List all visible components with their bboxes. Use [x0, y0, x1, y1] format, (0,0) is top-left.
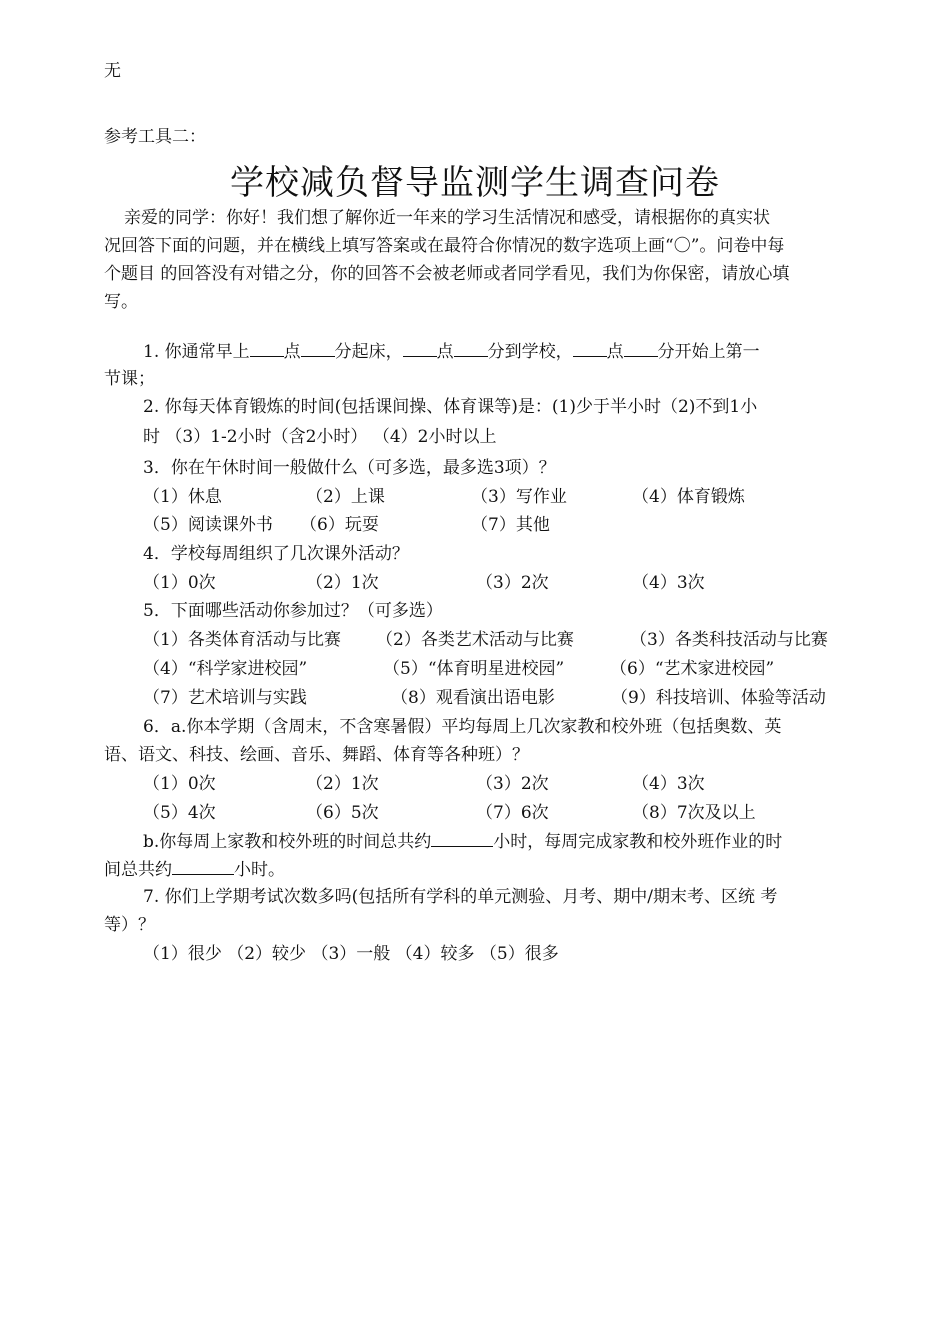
q1-hour-blank-2[interactable] [403, 338, 437, 357]
intro-line-4: 写。 [104, 292, 138, 312]
q3-option-4[interactable]: （4）体育锻炼 [632, 487, 745, 507]
question-6a-line-2: 语、语文、科技、绘画、音乐、舞蹈、体育等各种班）？ [104, 745, 529, 765]
q7-options[interactable]: （1）很少 （2）较少 （3）一般 （4）较多 （5）很多 [143, 944, 559, 964]
question-7-line-1: 7. 你们上学期考试次数多吗(包括所有学科的单元测验、月考、期中/期末考、区统 考 [143, 887, 778, 907]
question-1 [143, 338, 760, 365]
q5-option-4[interactable]: （4）“科学家进校园” [143, 659, 308, 679]
intro-line-2: 况回答下面的问题，并在横线上填写答案或在最符合你情况的数字选项上画“〇”。问卷中每 [104, 236, 785, 256]
page-title: 学校减负督导监测学生调查问卷 [230, 163, 720, 203]
q3-option-7[interactable]: （7）其他 [471, 515, 550, 535]
question-6b-line-1 [143, 828, 782, 855]
q6-option-7[interactable]: （7）6次 [476, 803, 549, 823]
q1-text-d: 点 [436, 342, 454, 362]
q6-option-4[interactable]: （4）3次 [632, 774, 705, 794]
q6-option-1[interactable]: （1）0次 [143, 774, 216, 794]
q1-minute-blank-2[interactable] [454, 338, 488, 357]
q6b-text-mid: 小时，每周完成家教和校外班作业的时 [493, 832, 783, 852]
q3-option-3[interactable]: （3）写作业 [471, 487, 567, 507]
q5-option-2[interactable]: （2）各类艺术活动与比赛 [376, 630, 574, 650]
q3-option-6[interactable]: （6）玩耍 [300, 515, 379, 535]
q6-option-6[interactable]: （6）5次 [306, 803, 379, 823]
q6b-homework-hours-blank[interactable] [172, 856, 234, 875]
q5-option-1[interactable]: （1）各类体育活动与比赛 [143, 630, 341, 650]
q3-option-2[interactable]: （2）上课 [306, 487, 385, 507]
question-2-line-2: 时 （3）1-2小时（含2小时） （4）2小时以上 [143, 427, 497, 447]
q5-option-5[interactable]: （5）“体育明星进校园” [383, 659, 565, 679]
corner-note: 无 [104, 61, 121, 81]
question-5-stem: 5．下面哪些活动你参加过？（可多选） [143, 601, 443, 621]
q1-text-a: 1. 你通常早上 [143, 342, 250, 362]
question-2-line-1: 2. 你每天体育锻炼的时间(包括课间操、体育课等)是：(1)少于半小时（2)不到1小 [143, 397, 758, 417]
q5-option-9[interactable]: （9）科技培训、体验等活动 [611, 688, 826, 708]
q4-option-3[interactable]: （3）2次 [476, 573, 549, 593]
q1-text-e: 分到学校， [487, 342, 573, 362]
question-4-stem: 4．学校每周组织了几次课外活动？ [143, 544, 409, 564]
q5-option-8[interactable]: （8）观看演出语电影 [391, 688, 555, 708]
reference-label: 参考工具二： [104, 127, 206, 147]
q6b-hours-blank[interactable] [431, 828, 493, 847]
question-6a-line-1: 6．a.你本学期（含周末，不含寒暑假）平均每周上几次家教和校外班（包括奥数、英 [143, 717, 782, 737]
q6-option-8[interactable]: （8）7次及以上 [632, 803, 756, 823]
q1-text-g: 分开始上第一 [657, 342, 760, 362]
q6-option-2[interactable]: （2）1次 [306, 774, 379, 794]
q6b-text-pre: b.你每周上家教和校外班的时间总共约 [143, 832, 432, 852]
q1-minute-blank-1[interactable] [301, 338, 335, 357]
q4-option-1[interactable]: （1）0次 [143, 573, 216, 593]
q1-minute-blank-3[interactable] [624, 338, 658, 357]
q1-hour-blank-3[interactable] [573, 338, 607, 357]
q5-option-6[interactable]: （6）“艺术家进校园” [610, 659, 775, 679]
q6b2-text-post: 小时。 [234, 860, 285, 880]
q5-option-3[interactable]: （3）各类科技活动与比赛 [630, 630, 828, 650]
question-1-cont: 节课； [104, 369, 155, 389]
q3-option-1[interactable]: （1）休息 [143, 487, 222, 507]
intro-line-1: 亲爱的同学：你好！我们想了解你近一年来的学习生活情况和感受，请根据你的真实状 [124, 208, 770, 228]
q6b2-text-pre: 间总共约 [104, 860, 172, 880]
q1-text-b: 点 [283, 342, 301, 362]
question-7-line-2: 等）？ [104, 915, 155, 935]
q6-option-3[interactable]: （3）2次 [476, 774, 549, 794]
q5-option-7[interactable]: （7）艺术培训与实践 [143, 688, 307, 708]
q6-option-5[interactable]: （5）4次 [143, 803, 216, 823]
intro-line-3: 个题目 的回答没有对错之分，你的回答不会被老师或者同学看见，我们为你保密，请放心填 [104, 264, 790, 284]
question-6b-line-2 [104, 856, 285, 883]
q3-option-5[interactable]: （5）阅读课外书 [143, 515, 273, 535]
q1-text-c: 分起床， [334, 342, 403, 362]
q1-hour-blank-1[interactable] [250, 338, 284, 357]
q4-option-2[interactable]: （2）1次 [306, 573, 379, 593]
q1-text-f: 点 [606, 342, 624, 362]
q4-option-4[interactable]: （4）3次 [632, 573, 705, 593]
question-3-stem: 3．你在午休时间一般做什么（可多选，最多选3项）？ [143, 458, 556, 478]
